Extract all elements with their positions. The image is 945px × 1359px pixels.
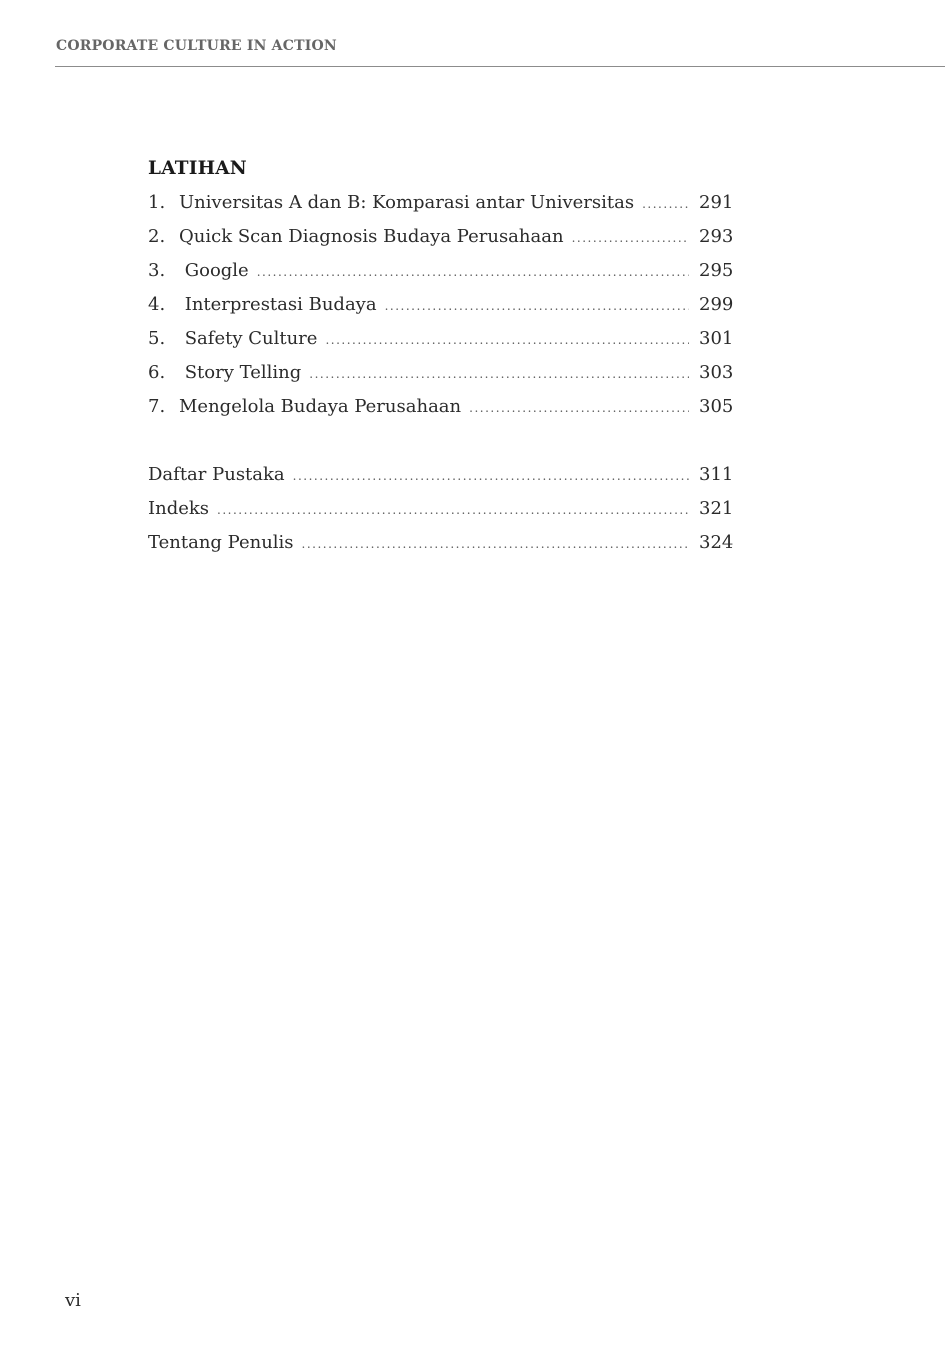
- toc-entry-title: Quick Scan Diagnosis Budaya Perusahaan: [179, 226, 564, 247]
- toc-entry-page: 324: [699, 532, 734, 553]
- dot-leader: [572, 221, 689, 255]
- header-rule: [55, 66, 945, 67]
- toc-entry-page: 303: [699, 362, 734, 383]
- dot-leader: [217, 493, 689, 527]
- toc-entry-page: 295: [699, 260, 734, 281]
- toc-entry-title: Mengelola Budaya Perusahaan: [179, 396, 462, 417]
- toc-entry-title: Google: [179, 260, 249, 281]
- toc-entry-title: Daftar Pustaka: [148, 464, 285, 485]
- toc-entry-title: Interprestasi Budaya: [179, 294, 377, 315]
- toc-entry-page: 311: [699, 464, 734, 485]
- dot-leader: [385, 289, 689, 323]
- table-of-contents: [148, 152, 733, 560]
- toc-entry-title: Story Telling: [179, 362, 302, 383]
- dot-leader: [309, 357, 689, 391]
- dot-leader: [257, 255, 689, 289]
- section-spacer: [148, 424, 733, 458]
- dot-leader: [293, 459, 689, 493]
- toc-entry-page: 305: [699, 396, 734, 417]
- toc-entry: [148, 322, 733, 356]
- toc-entry: [148, 254, 733, 288]
- toc-entry-title: Safety Culture: [179, 328, 318, 349]
- toc-entry: [148, 186, 733, 220]
- running-header: CORPORATE CULTURE IN ACTION: [56, 38, 337, 54]
- toc-entry-number: 6.: [148, 362, 166, 383]
- dot-leader: [302, 527, 689, 561]
- toc-entry: [148, 288, 733, 322]
- toc-entry-number: 7.: [148, 396, 166, 417]
- toc-entry-title: Tentang Penulis: [148, 532, 294, 553]
- toc-back-matter-entry: [148, 492, 733, 526]
- toc-entry-number: 5.: [148, 328, 166, 349]
- toc-entry-page: 291: [699, 192, 734, 213]
- toc-entry-number: 3.: [148, 260, 166, 281]
- dot-leader: [469, 391, 689, 425]
- toc-entry-page: 299: [699, 294, 734, 315]
- toc-entry: [148, 356, 733, 390]
- toc-entry-title: Universitas A dan B: Komparasi antar Universitas: [179, 192, 635, 213]
- toc-entry-number: 4.: [148, 294, 166, 315]
- toc-entry-title: Indeks: [148, 498, 210, 519]
- toc-entry-number: 2.: [148, 226, 166, 247]
- toc-back-matter-entry: [148, 526, 733, 560]
- section-title: LATIHAN: [148, 158, 247, 179]
- dot-leader: [642, 187, 689, 221]
- toc-entry-page: 301: [699, 328, 734, 349]
- toc-entry-page: 321: [699, 498, 734, 519]
- toc-entry-page: 293: [699, 226, 734, 247]
- toc-entry: [148, 220, 733, 254]
- page-number: vi: [65, 1290, 81, 1311]
- toc-entry: [148, 390, 733, 424]
- toc-back-matter-entry: [148, 458, 733, 492]
- toc-entry-number: 1.: [148, 192, 166, 213]
- dot-leader: [325, 323, 689, 357]
